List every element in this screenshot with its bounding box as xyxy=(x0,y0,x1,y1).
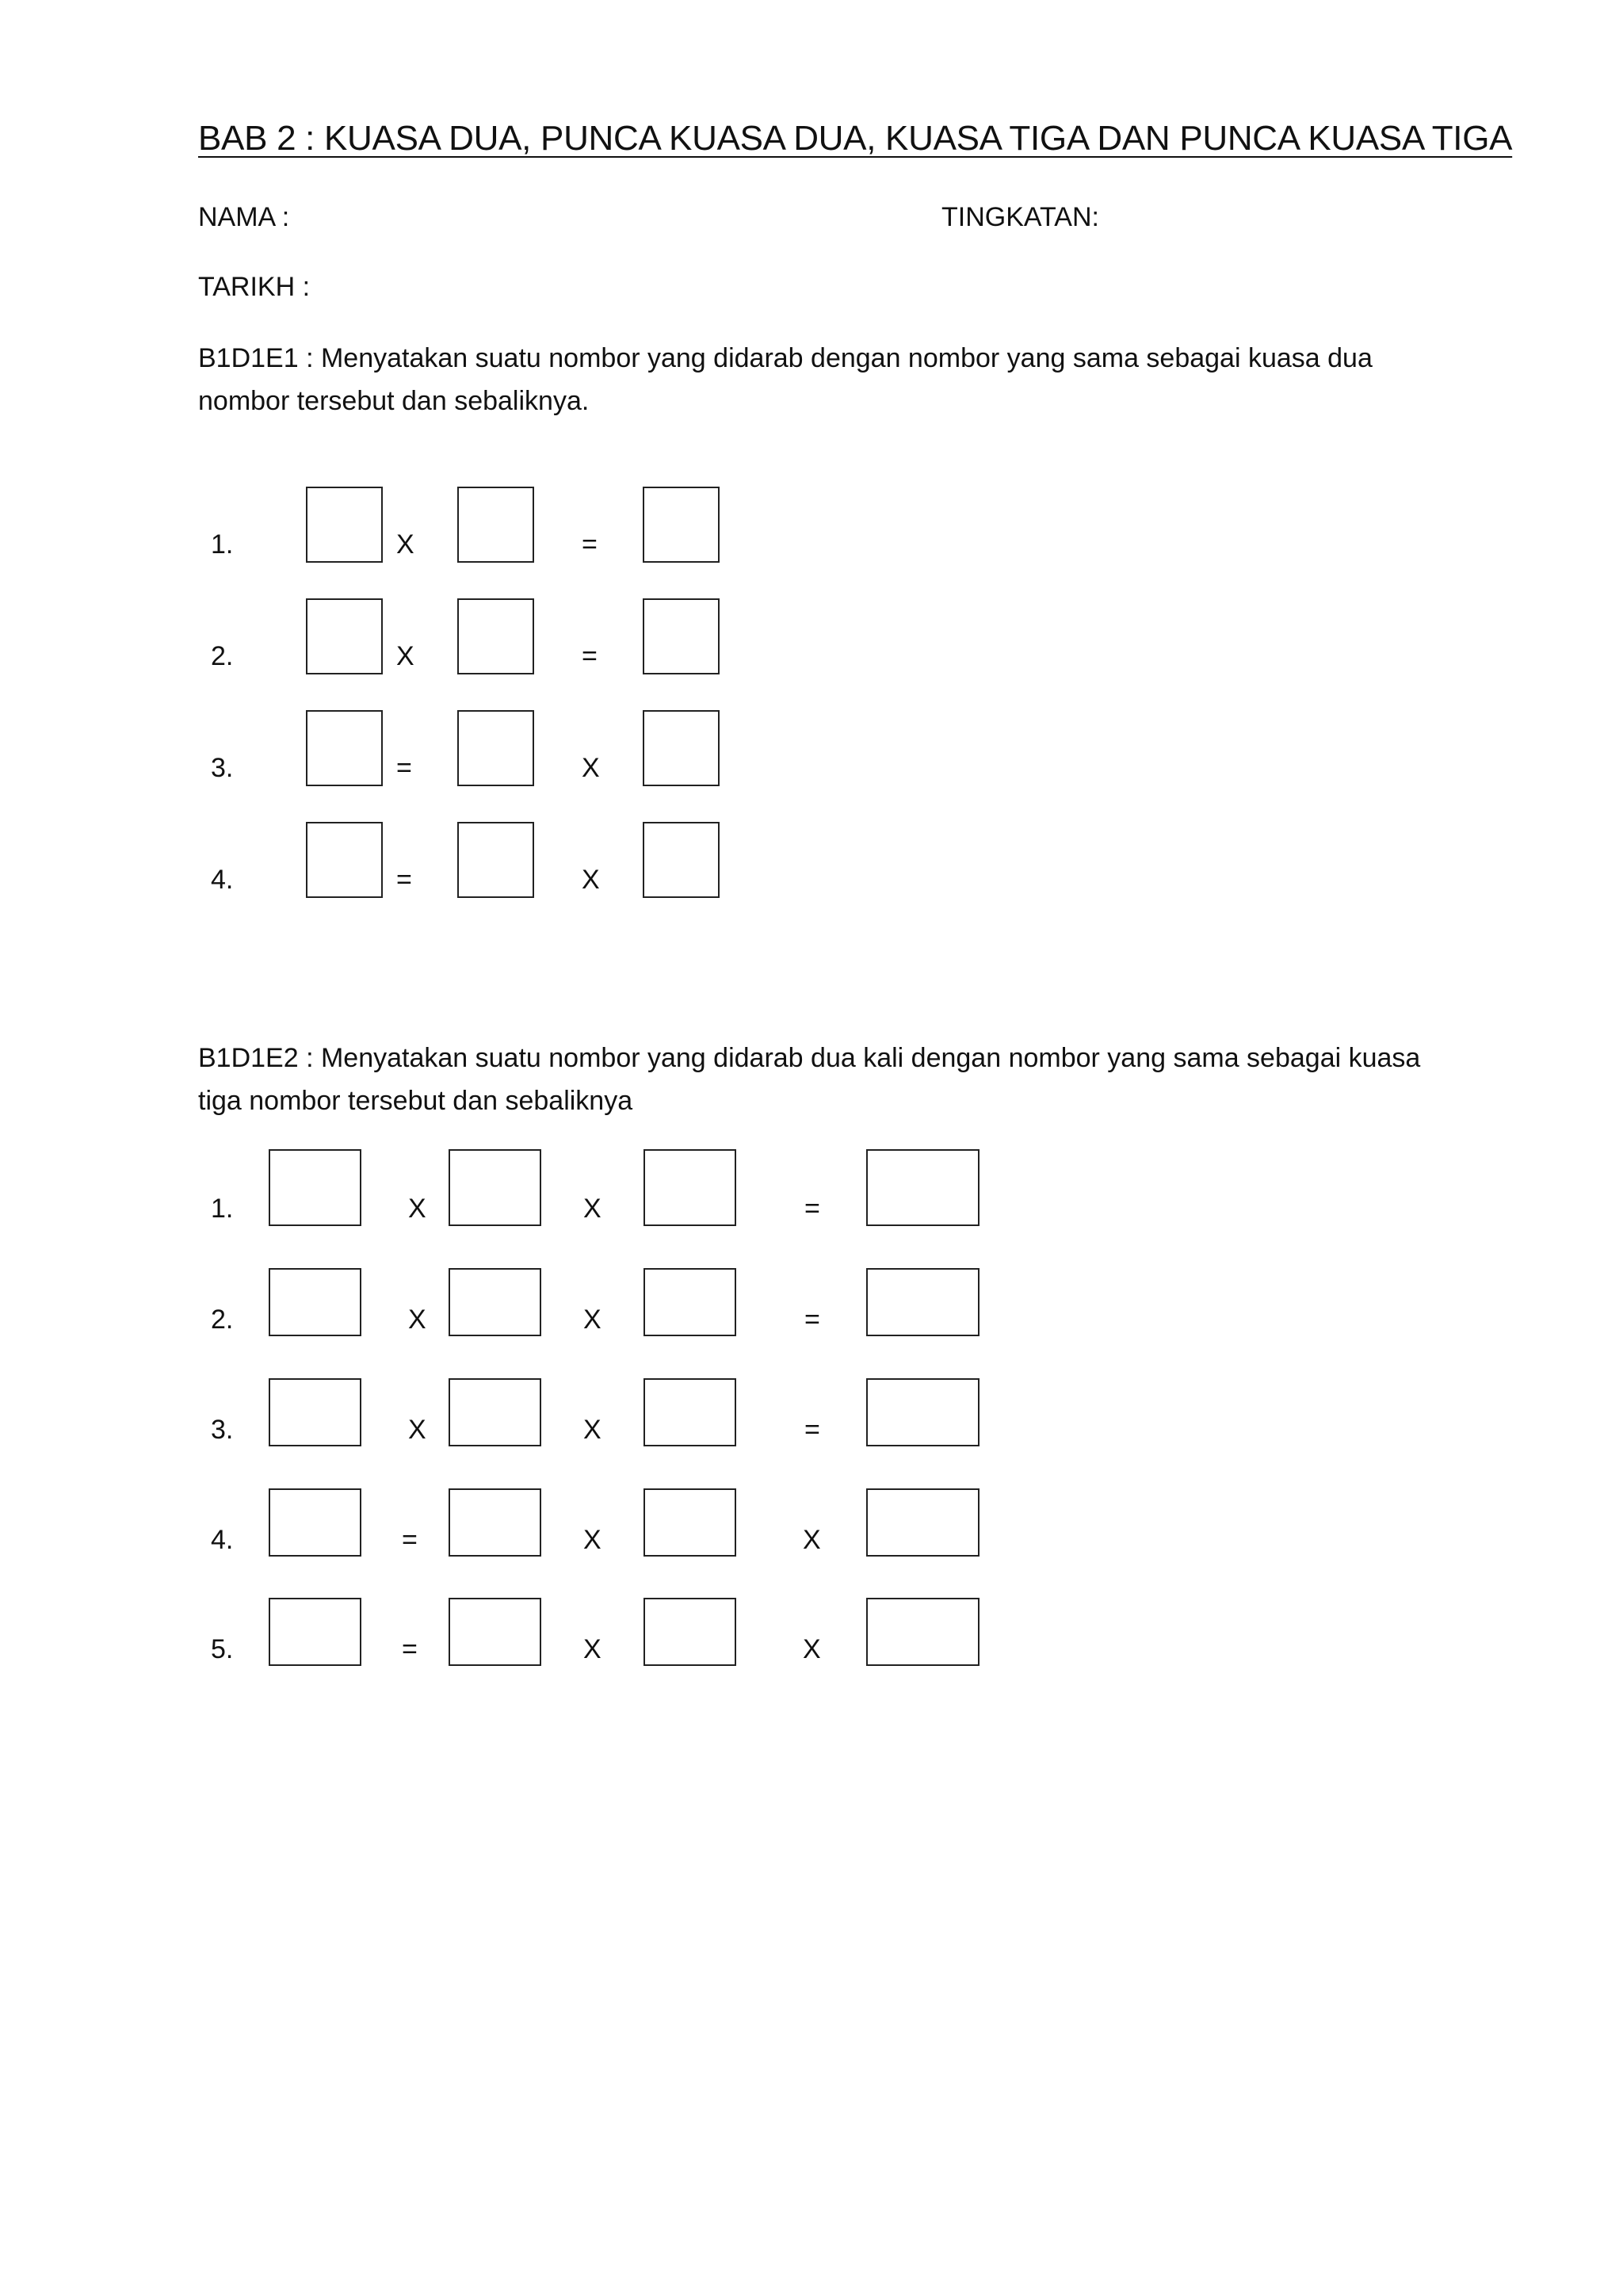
row-number: 3. xyxy=(211,1415,234,1445)
operator-symbol: X xyxy=(583,1525,601,1555)
operator-symbol: X xyxy=(803,1634,821,1664)
answer-box[interactable] xyxy=(643,1149,736,1226)
operator-symbol: X xyxy=(583,1634,601,1664)
nama-label: NAMA : xyxy=(198,202,290,232)
answer-box[interactable] xyxy=(457,822,534,898)
operator-symbol: X xyxy=(408,1415,426,1445)
operator-symbol: X xyxy=(396,641,414,671)
operator-symbol: X xyxy=(803,1525,821,1555)
operator-symbol: X xyxy=(583,1194,601,1224)
operator-symbol: = xyxy=(804,1305,820,1335)
tarikh-label: TARIKH : xyxy=(198,272,311,302)
row-number: 3. xyxy=(211,753,234,783)
operator-symbol: = xyxy=(402,1525,418,1555)
answer-box[interactable] xyxy=(457,487,534,563)
answer-box[interactable] xyxy=(449,1149,541,1226)
answer-box[interactable] xyxy=(866,1378,980,1446)
operator-symbol: X xyxy=(583,1415,601,1445)
section2-objective: B1D1E2 : Menyatakan suatu nombor yang didarab dua kali dengan nombor yang sama sebagai kuasa tiga nombor tersebut dan sebaliknya xyxy=(198,1043,1421,1116)
row-number: 2. xyxy=(211,641,234,671)
row-number: 4. xyxy=(211,1525,234,1555)
answer-box[interactable] xyxy=(866,1149,980,1226)
answer-box[interactable] xyxy=(643,1378,736,1446)
answer-box[interactable] xyxy=(643,598,720,674)
section1-objective: B1D1E1 : Menyatakan suatu nombor yang didarab dengan nombor yang sama sebagai kuasa dua nombor tersebut dan sebaliknya. xyxy=(198,343,1373,416)
row-number: 4. xyxy=(211,865,234,895)
answer-box[interactable] xyxy=(866,1268,980,1336)
answer-box[interactable] xyxy=(643,1488,736,1557)
answer-box[interactable] xyxy=(643,710,720,786)
answer-box[interactable] xyxy=(269,1598,361,1666)
answer-box[interactable] xyxy=(643,822,720,898)
answer-box[interactable] xyxy=(643,1268,736,1336)
operator-symbol: = xyxy=(582,641,598,671)
row-number: 1. xyxy=(211,1194,234,1224)
operator-symbol: X xyxy=(583,1305,601,1335)
answer-box[interactable] xyxy=(269,1378,361,1446)
row-number: 2. xyxy=(211,1305,234,1335)
operator-symbol: = xyxy=(582,529,598,560)
row-number: 5. xyxy=(211,1634,234,1664)
answer-box[interactable] xyxy=(449,1378,541,1446)
operator-symbol: X xyxy=(408,1194,426,1224)
operator-symbol: X xyxy=(582,753,600,783)
operator-symbol: X xyxy=(582,865,600,895)
answer-box[interactable] xyxy=(866,1598,980,1666)
answer-box[interactable] xyxy=(643,487,720,563)
answer-box[interactable] xyxy=(643,1598,736,1666)
operator-symbol: = xyxy=(396,753,412,783)
operator-symbol: X xyxy=(396,529,414,560)
operator-symbol: = xyxy=(804,1194,820,1224)
answer-box[interactable] xyxy=(306,487,383,563)
page-title: BAB 2 : KUASA DUA, PUNCA KUASA DUA, KUASA TIGA DAN PUNCA KUASA TIGA xyxy=(198,119,1513,158)
answer-box[interactable] xyxy=(269,1488,361,1557)
answer-box[interactable] xyxy=(449,1488,541,1557)
answer-box[interactable] xyxy=(269,1268,361,1336)
answer-box[interactable] xyxy=(449,1598,541,1666)
operator-symbol: = xyxy=(396,865,412,895)
tingkatan-label: TINGKATAN: xyxy=(941,202,1099,232)
operator-symbol: = xyxy=(804,1415,820,1445)
row-number: 1. xyxy=(211,529,234,560)
answer-box[interactable] xyxy=(306,822,383,898)
answer-box[interactable] xyxy=(457,598,534,674)
answer-box[interactable] xyxy=(866,1488,980,1557)
operator-symbol: = xyxy=(402,1634,418,1664)
answer-box[interactable] xyxy=(269,1149,361,1226)
operator-symbol: X xyxy=(408,1305,426,1335)
answer-box[interactable] xyxy=(306,598,383,674)
answer-box[interactable] xyxy=(449,1268,541,1336)
answer-box[interactable] xyxy=(457,710,534,786)
answer-box[interactable] xyxy=(306,710,383,786)
